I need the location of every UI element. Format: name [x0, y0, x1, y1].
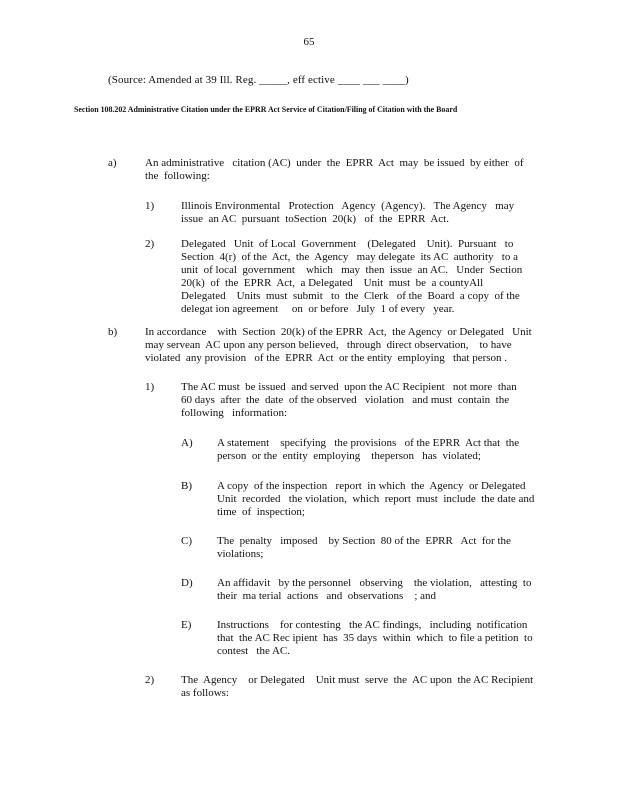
text-line: A copy of the inspection report in which the Agency or Delegated [217, 480, 526, 492]
text-line: as follows: [181, 687, 229, 699]
text-line: following information: [181, 407, 288, 419]
item-text [181, 674, 534, 700]
item-label: 1) [145, 381, 155, 393]
text-line: Unit recorded the violation, which report must include the date and [217, 493, 535, 505]
text-line: unit of local government which may then issue an AC. Under Section [181, 264, 523, 276]
text-line: An administrative citation (AC) under the EPRR Act may be issued by either of [145, 157, 524, 169]
text-line: The AC must be issued and served upon the AC Recipient not more than [181, 381, 517, 393]
text-line: violated any provision of the EPRR Act or the entity employing that person . [145, 352, 508, 364]
text-line: issue an AC pursuant toSection 20(k) of the EPRR Act. [181, 213, 449, 225]
text-line: Delegated Unit of Local Government (Delegated Unit). Pursuant to [181, 238, 514, 250]
item-label: 1) [145, 200, 155, 212]
item-label: D) [181, 577, 193, 589]
item-label: E) [181, 619, 192, 631]
item-text [181, 238, 535, 316]
text-line: The penalty imposed by Section 80 of the EPRR Act for the [217, 535, 511, 547]
text-line: A statement specifying the provisions of the EPRR Act that the [217, 437, 520, 449]
item-label: B) [181, 480, 192, 492]
page-number: 65 [303, 36, 315, 48]
item-text [217, 437, 525, 463]
item-label: A) [181, 437, 193, 449]
text-line: In accordance with Section 20(k) of the EPRR Act, the Agency or Delegated Unit [145, 326, 532, 338]
text-line: the following: [145, 170, 210, 182]
text-line: violations; [217, 548, 264, 560]
source-note: (Source: Amended at 39 Ill. Reg. _____, eff ective ____ ___ ____) [108, 74, 409, 86]
text-line: 60 days after the date of the observed violation and must contain the [181, 394, 510, 406]
text-line: person or the entity employing theperson has violated; [217, 450, 481, 462]
text-line: Section 4(r) of the Act, the Agency may delegate its AC authority to a [181, 251, 518, 263]
item-text [145, 326, 533, 365]
section-heading: Section 108.202 Administrative Citation under the EPRR Act Service of Citation/Filing of Citation with the Board [74, 104, 458, 114]
item-label: b) [108, 326, 118, 338]
item-label: C) [181, 535, 192, 547]
text-line: Instructions for contesting the AC findings, including notification [217, 619, 528, 631]
item-label: a) [108, 157, 117, 169]
item-text [217, 535, 511, 561]
text-line: Illinois Environmental Protection Agency (Agency). The Agency may [181, 200, 515, 212]
item-text [145, 157, 527, 183]
text-line: contest the AC. [217, 645, 291, 657]
text-line: An affidavit by the personnel observing the violation, attesting to [217, 577, 532, 589]
item-label: 2) [145, 674, 155, 686]
item-text [217, 577, 533, 603]
text-line: their ma terial actions and observations ; and [217, 590, 437, 602]
item-text [217, 619, 541, 658]
text-line: Delegated Units must submit to the Clerk of the Board a copy of the [181, 290, 520, 302]
text-line: 20(k) of the EPRR Act, a Delegated Unit must be a countyAll [181, 277, 484, 289]
item-text [181, 381, 529, 420]
text-line: time of inspection; [217, 506, 305, 518]
item-label: 2) [145, 238, 155, 250]
text-line: The Agency or Delegated Unit must serve the AC upon the AC Recipient [181, 674, 534, 686]
text-line: that the AC Rec ipient has 35 days within which to file a petition to [217, 632, 533, 644]
text-line: delegat ion agreement on or before July 1 of every year. [181, 303, 455, 315]
text-line: may servean AC upon any person believed, through direct observation, to have [145, 339, 512, 351]
item-text [217, 480, 539, 519]
item-text [181, 200, 521, 226]
